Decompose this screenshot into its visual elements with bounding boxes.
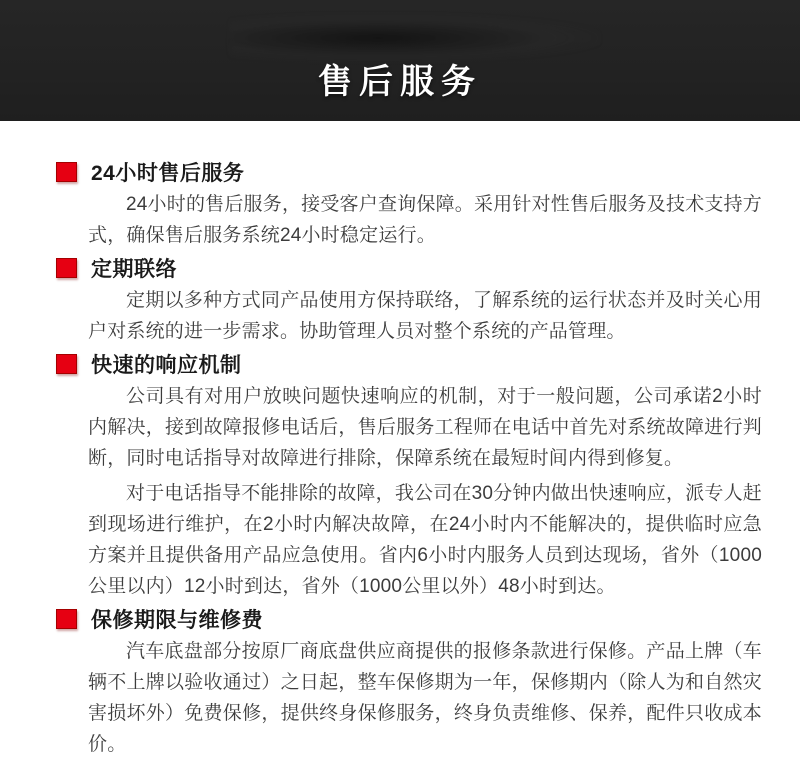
page-title: 售后服务	[318, 63, 482, 101]
section-paragraph: 24小时的售后服务，接受客户查询保障。采用针对性售后服务及技术支持方式，确保售后服务系统24小时稳定运行。	[88, 194, 762, 246]
red-square-bullet-icon	[56, 609, 77, 629]
section-regular-contact	[56, 255, 762, 347]
section-paragraph: 定期以多种方式同产品使用方保持联络，了解系统的运行状态并及时关心用户对系统的进一步需求。协助管理人员对整个系统的产品管理。	[88, 290, 762, 342]
section-heading-row	[56, 606, 762, 632]
section-heading-row	[56, 351, 762, 377]
section-heading: 保修期限与维修费	[91, 609, 263, 632]
section-heading: 快速的响应机制	[91, 354, 242, 377]
section-fast-response	[56, 351, 762, 602]
red-square-bullet-icon	[56, 354, 77, 374]
section-heading: 定期联络	[91, 258, 177, 281]
section-heading-row	[56, 159, 762, 185]
header-band	[0, 0, 800, 121]
after-sales-content	[0, 121, 800, 760]
section-paragraph: 汽车底盘部分按原厂商底盘供应商提供的报修条款进行保修。产品上牌（车辆不上牌以验收通过）之日起，整车保修期为一年，保修期内（除人为和自然灾害损坏外）免费保修，提供终身保修服务，终身负责维修、保养，配件只收成本价。	[88, 641, 762, 755]
red-square-bullet-icon	[56, 162, 77, 182]
section-24h-service	[56, 159, 762, 251]
section-heading-row	[56, 255, 762, 281]
section-paragraph: 对于电话指导不能排除的故障，我公司在30分钟内做出快速响应，派专人赶到现场进行维护，在2小时内解决故障，在24小时内不能解决的，提供临时应急方案并且提供备用产品应急使用。省内6小时内服务人员到达现场，省外（1000公里以内）12小时到达，省外（1000公里以外）48小时到达。	[88, 483, 762, 597]
section-heading: 24小时售后服务	[91, 162, 245, 185]
red-square-bullet-icon	[56, 258, 77, 278]
section-paragraph: 公司具有对用户放映问题快速响应的机制，对于一般问题，公司承诺2小时内解决，接到故障报修电话后，售后服务工程师在电话中首先对系统故障进行判断，同时电话指导对故障进行排除，保障系统在最短时间内得到修复。	[88, 386, 762, 469]
section-warranty	[56, 606, 762, 760]
